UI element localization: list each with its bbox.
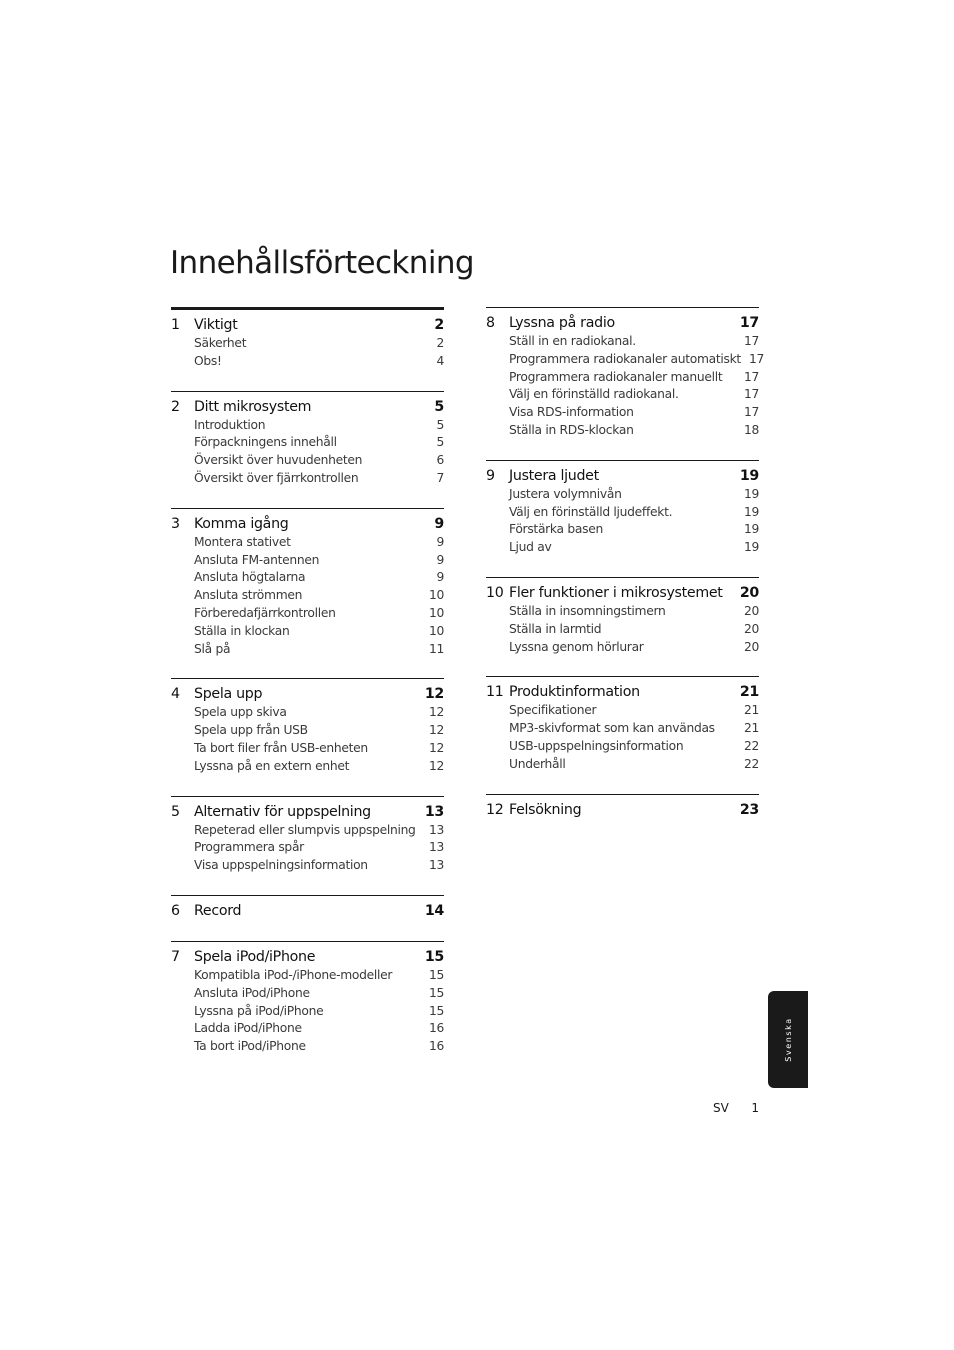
- toc-entry[interactable]: [486, 422, 759, 440]
- entry-page: 11: [428, 641, 444, 656]
- entry-page: 13: [428, 858, 444, 873]
- toc-section: [486, 794, 759, 820]
- entry-title: Justera volymnivån: [509, 486, 622, 501]
- entry-title: Ansluta högtalarna: [194, 570, 306, 585]
- entry-title: Ljud av: [509, 540, 552, 555]
- chapter-title: Spela upp: [194, 686, 263, 703]
- toc-chapter[interactable]: [171, 515, 444, 534]
- entry-page: 12: [428, 723, 444, 738]
- entry-title: Ställa in RDS-klockan: [509, 422, 634, 437]
- toc-section: [486, 307, 765, 440]
- entry-title: Översikt över huvudenheten: [194, 453, 363, 468]
- toc-entry[interactable]: [171, 452, 444, 470]
- entry-title: Ansluta strömmen: [194, 588, 303, 603]
- entry-title: Välj en förinställd radiokanal.: [509, 387, 679, 402]
- toc-entry[interactable]: [486, 639, 759, 657]
- entry-page: 2: [436, 336, 444, 350]
- entry-page: 19: [743, 486, 759, 501]
- chapter-page: 14: [424, 902, 444, 919]
- chapter-number: 1: [171, 317, 180, 333]
- chapter-number: 8: [486, 315, 495, 331]
- chapter-page: 13: [424, 803, 444, 820]
- chapter-number: 4: [171, 686, 180, 703]
- chapter-number: 12: [486, 801, 504, 818]
- toc-entry[interactable]: [486, 351, 765, 369]
- chapter-page: 2: [434, 317, 444, 333]
- entry-title: Repeterad eller slumpvis uppspelning: [194, 822, 416, 837]
- entry-title: Ta bort iPod/iPhone: [194, 1039, 306, 1054]
- entry-title: Ställa in klockan: [194, 623, 290, 638]
- entry-page: 20: [743, 639, 759, 654]
- chapter-page: 23: [739, 801, 759, 818]
- entry-title: MP3-skivformat som kan användas: [509, 721, 715, 736]
- chapter-title: Komma igång: [194, 515, 289, 532]
- entry-page: 4: [436, 353, 444, 368]
- toc-entry[interactable]: [171, 985, 444, 1003]
- entry-title: Montera stativet: [194, 534, 291, 549]
- entry-page: 21: [743, 721, 759, 736]
- entry-page: 17: [743, 387, 759, 402]
- entry-page: 19: [743, 522, 759, 537]
- chapter-title: Record: [194, 902, 242, 919]
- entry-page: 10: [428, 588, 444, 603]
- entry-title: Ansluta iPod/iPhone: [194, 985, 310, 1000]
- toc-entry[interactable]: [486, 404, 759, 422]
- chapter-number: 7: [171, 948, 180, 965]
- entry-page: 17: [743, 369, 759, 384]
- chapter-number: 6: [171, 902, 180, 919]
- toc-entry[interactable]: [486, 521, 759, 539]
- chapter-page: 21: [739, 684, 759, 701]
- entry-title: Visa uppspelningsinformation: [194, 858, 368, 873]
- entry-page: 22: [743, 738, 759, 753]
- toc-entry[interactable]: [486, 504, 759, 522]
- entry-page: 10: [428, 623, 444, 638]
- entry-page: 13: [428, 822, 444, 837]
- chapter-number: 9: [486, 467, 495, 484]
- toc-entry[interactable]: [486, 720, 759, 738]
- entry-page: 17: [743, 334, 759, 348]
- entry-title: Ställa in insomningstimern: [509, 603, 666, 618]
- toc-section: [171, 307, 444, 371]
- toc-entry[interactable]: [486, 333, 759, 351]
- entry-title: Lyssna på en extern enhet: [194, 758, 350, 773]
- chapter-title: Ditt mikrosystem: [194, 398, 312, 415]
- entry-page: 17: [743, 405, 759, 420]
- entry-page: 20: [743, 603, 759, 618]
- entry-page: 12: [428, 740, 444, 755]
- chapter-number: 5: [171, 803, 180, 820]
- chapter-page: 17: [739, 315, 759, 331]
- toc-entry[interactable]: [171, 353, 444, 371]
- toc-section: [171, 391, 444, 488]
- toc-entry[interactable]: [171, 839, 444, 857]
- chapter-title: Produktinformation: [509, 684, 640, 701]
- entry-title: Översikt över fjärrkontrollen: [194, 470, 359, 485]
- entry-page: 20: [743, 621, 759, 636]
- entry-title: Spela upp skiva: [194, 705, 287, 720]
- toc-section: [171, 941, 444, 1056]
- entry-title: USB-uppspelningsinformation: [509, 738, 684, 753]
- toc-section: [486, 676, 759, 773]
- entry-page: 12: [428, 705, 444, 720]
- entry-page: 6: [436, 453, 444, 468]
- entry-title: Lyssna genom hörlurar: [509, 639, 644, 654]
- entry-title: Ladda iPod/iPhone: [194, 1021, 302, 1036]
- entry-title: Programmera radiokanaler automatiskt: [509, 351, 741, 366]
- entry-title: Ställa in larmtid: [509, 621, 602, 636]
- language-tab-label: Svenska: [783, 1017, 793, 1062]
- toc-section: [171, 508, 444, 659]
- entry-page: 15: [428, 1003, 444, 1018]
- chapter-title: Fler funktioner i mikrosystemet: [509, 584, 723, 601]
- chapter-title: Felsökning: [509, 801, 582, 818]
- entry-title: Säkerhet: [194, 336, 247, 350]
- entry-title: Visa RDS-information: [509, 405, 634, 420]
- entry-title: Förpackningens innehåll: [194, 435, 337, 450]
- toc-section: [486, 460, 759, 557]
- entry-page: 19: [743, 540, 759, 555]
- chapter-page: 19: [739, 467, 759, 484]
- toc-chapter[interactable]: [486, 801, 759, 820]
- entry-title: Förberedafjärrkontrollen: [194, 605, 336, 620]
- toc-entry[interactable]: [486, 756, 759, 774]
- toc-entry[interactable]: [171, 1038, 444, 1056]
- chapter-title: Spela iPod/iPhone: [194, 948, 316, 965]
- entry-page: 15: [428, 985, 444, 1000]
- toc-chapter[interactable]: [171, 316, 444, 335]
- page-title: Innehållsförteckning: [170, 245, 474, 281]
- toc-column-right: [486, 307, 765, 840]
- toc-entry[interactable]: [486, 369, 759, 387]
- toc-entry[interactable]: [171, 470, 444, 488]
- entry-page: 15: [428, 967, 444, 982]
- toc-section: [171, 796, 444, 875]
- chapter-title: Alternativ för uppspelning: [194, 803, 371, 820]
- entry-title: Underhåll: [509, 756, 566, 771]
- toc-entry[interactable]: [171, 857, 444, 875]
- toc-entry[interactable]: [486, 603, 759, 621]
- entry-page: 5: [436, 417, 444, 432]
- chapter-page: 15: [424, 948, 444, 965]
- footer-page-number: 1: [751, 1101, 759, 1115]
- chapter-title: Lyssna på radio: [509, 315, 615, 331]
- entry-title: Ansluta FM-antennen: [194, 552, 320, 567]
- chapter-page: 5: [434, 398, 444, 415]
- toc-section: [171, 895, 444, 921]
- entry-page: 9: [436, 570, 444, 585]
- toc-chapter[interactable]: [486, 584, 759, 603]
- entry-title: Lyssna på iPod/iPhone: [194, 1003, 324, 1018]
- entry-title: Kompatibla iPod-/iPhone-modeller: [194, 967, 393, 982]
- toc-section: [486, 577, 759, 656]
- toc-column-left: [171, 307, 444, 1076]
- entry-page: 7: [436, 470, 444, 485]
- toc-entry[interactable]: [171, 552, 444, 570]
- entry-page: 10: [428, 605, 444, 620]
- entry-title: Slå på: [194, 641, 231, 656]
- entry-page: 16: [428, 1039, 444, 1054]
- entry-title: Ställ in en radiokanal.: [509, 334, 636, 348]
- entry-page: 12: [428, 758, 444, 773]
- language-tab: [768, 991, 808, 1088]
- chapter-title: Viktigt: [194, 317, 238, 333]
- entry-title: Välj en förinställd ljudeffekt.: [509, 504, 673, 519]
- toc-entry[interactable]: [171, 605, 444, 623]
- toc-entry[interactable]: [171, 822, 444, 840]
- entry-page: 19: [743, 504, 759, 519]
- entry-title: Programmera spår: [194, 840, 304, 855]
- chapter-number: 11: [486, 684, 504, 701]
- chapter-title: Justera ljudet: [509, 467, 599, 484]
- toc-entry[interactable]: [171, 967, 444, 985]
- toc-entry[interactable]: [171, 587, 444, 605]
- toc-entry[interactable]: [171, 722, 444, 740]
- entry-title: Ta bort filer från USB-enheten: [194, 740, 368, 755]
- toc-entry[interactable]: [171, 623, 444, 641]
- entry-page: 9: [436, 534, 444, 549]
- toc-entry[interactable]: [171, 434, 444, 452]
- toc-entry[interactable]: [486, 539, 759, 557]
- toc-chapter[interactable]: [171, 902, 444, 921]
- entry-title: Specifikationer: [509, 703, 597, 718]
- toc-entry[interactable]: [171, 335, 444, 353]
- toc-entry[interactable]: [171, 1020, 444, 1038]
- toc-entry[interactable]: [171, 417, 444, 435]
- toc-section: [171, 678, 444, 775]
- footer-language: SV: [713, 1101, 729, 1115]
- entry-page: 17: [748, 351, 765, 366]
- entry-title: Obs!: [194, 353, 222, 368]
- toc-entry[interactable]: [486, 702, 759, 720]
- chapter-page: 12: [424, 686, 444, 703]
- chapter-page: 9: [434, 515, 444, 532]
- entry-page: 18: [743, 422, 759, 437]
- toc-entry[interactable]: [171, 704, 444, 722]
- toc-chapter[interactable]: [486, 467, 759, 486]
- toc-entry[interactable]: [171, 534, 444, 552]
- entry-page: 9: [436, 552, 444, 567]
- chapter-number: 3: [171, 515, 180, 532]
- toc-chapter[interactable]: [171, 398, 444, 417]
- toc-entry[interactable]: [486, 386, 759, 404]
- entry-title: Förstärka basen: [509, 522, 603, 537]
- chapter-page: 20: [739, 584, 759, 601]
- toc-entry[interactable]: [171, 740, 444, 758]
- toc-entry[interactable]: [171, 569, 444, 587]
- chapter-number: 10: [486, 584, 504, 601]
- toc-entry[interactable]: [486, 621, 759, 639]
- entry-title: Introduktion: [194, 417, 266, 432]
- toc-entry[interactable]: [171, 641, 444, 659]
- entry-page: 13: [428, 840, 444, 855]
- entry-page: 21: [743, 703, 759, 718]
- chapter-number: 2: [171, 398, 180, 415]
- toc-chapter[interactable]: [486, 683, 759, 702]
- toc-chapter[interactable]: [171, 803, 444, 822]
- toc-entry[interactable]: [171, 1003, 444, 1021]
- toc-entry[interactable]: [486, 738, 759, 756]
- toc-chapter[interactable]: [171, 948, 444, 967]
- entry-page: 16: [428, 1021, 444, 1036]
- toc-chapter[interactable]: [171, 685, 444, 704]
- toc-entry[interactable]: [486, 486, 759, 504]
- entry-page: 22: [743, 756, 759, 771]
- toc-entry[interactable]: [171, 758, 444, 776]
- entry-title: Spela upp från USB: [194, 723, 308, 738]
- toc-chapter[interactable]: [486, 314, 759, 333]
- entry-page: 5: [436, 435, 444, 450]
- entry-title: Programmera radiokanaler manuellt: [509, 369, 723, 384]
- page-footer: [713, 1101, 759, 1115]
